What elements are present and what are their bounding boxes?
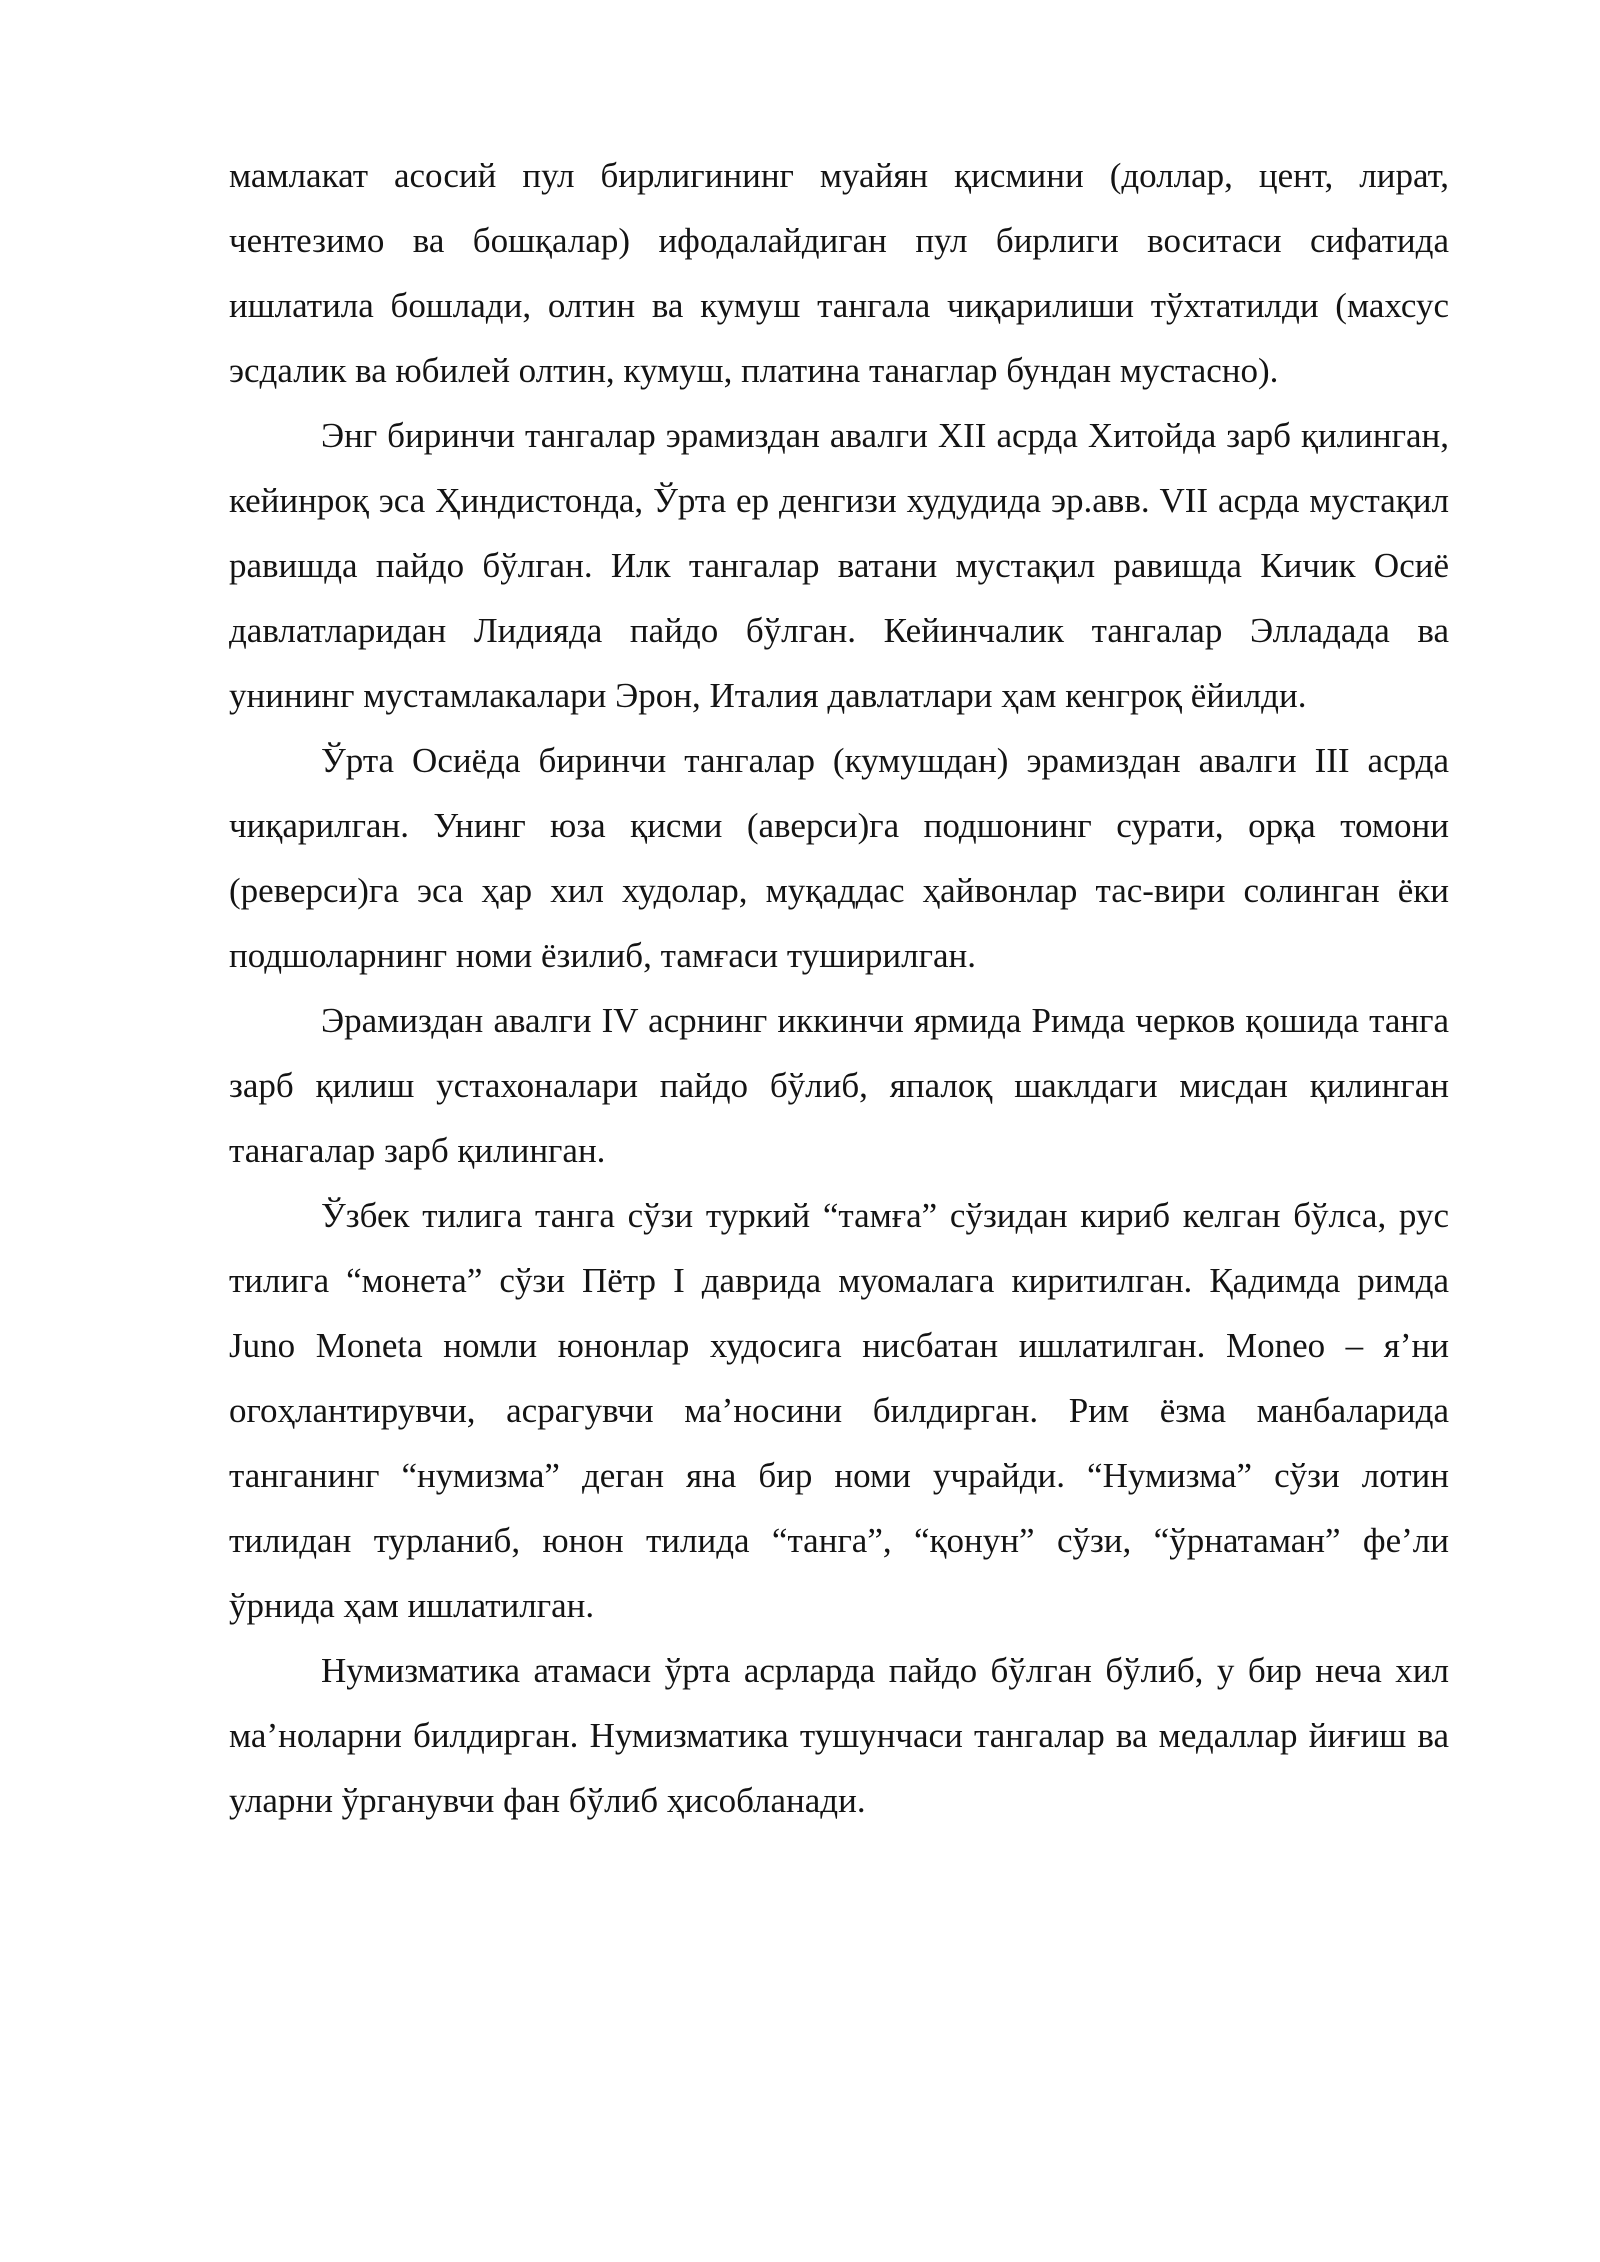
paragraph-3: Ўрта Осиёда биринчи тангалар (кумушдан) эрамиздан авалги III асрда чиқарилган. Унинг юза қисми (аверси)га подшонинг сурати, орқа томони (реверси)га эса ҳар хил худолар, муқаддас ҳайвонлар тас-вири солинган ёки подшоларнинг номи ёзилиб, тамғаси туширилган. (229, 741, 1449, 975)
document-page (229, 143, 1449, 1833)
paragraph-6: Нумизматика атамаси ўрта асрларда пайдо бўлган бўлиб, у бир неча хил ма’ноларни билдирган. Нумизматика тушунчаси тангалар ва медаллар йиғиш ва уларни ўрганувчи фан бўлиб ҳисобланади. (229, 1651, 1449, 1820)
paragraph-2: Энг биринчи тангалар эрамиздан авалги XII асрда Хитойда зарб қилинган, кейинроқ эса Ҳиндистонда, Ўрта ер денгизи худудида эр.авв. VII асрда мустақил равишда пайдо бўлган. Илк тангалар ватани мустақил равишда Кичик Осиё давлатларидан Лидияда пайдо бўлган. Кейинчалик тангалар Элладада ва унининг мустамлакалари Эрон, Италия давлатлари ҳам кенгроқ ёйилди. (229, 416, 1449, 715)
paragraph-4: Эрамиздан авалги IV асрнинг иккинчи ярмида Римда черков қошида танга зарб қилиш устахоналари пайдо бўлиб, япалоқ шаклдаги мисдан қилинган танагалар зарб қилинган. (229, 1001, 1449, 1170)
paragraph-1: мамлакат асосий пул бирлигининг муайян қисмини (доллар, цент, лират, чентезимо ва бошқалар) ифодалайдиган пул бирлиги воситаси сифатида ишлатила бошлади, олтин ва кумуш тангала чиқарилиши тўхтатилди (махсус эсдалик ва юбилей олтин, кумуш, платина танаглар бундан мустасно). (229, 156, 1449, 390)
paragraph-5: Ўзбек тилига танга сўзи туркий “тамға” сўзидан кириб келган бўлса, рус тилига “монета” сўзи Пётр I даврида муомалага киритилган. Қадимда римда Juno Moneta номли юнонлар худосига нисбатан ишлатилган. Moneo – я’ни огоҳлантирувчи, асрагувчи ма’носини билдирган. Рим ёзма манбаларида танганинг “нумизма” деган яна бир номи учрайди. “Нумизма” сўзи лотин тилидан турланиб, юнон тилида “танга”, “қонун” сўзи, “ўрнатаман” фе’ли ўрнида ҳам ишлатилган. (229, 1196, 1449, 1625)
